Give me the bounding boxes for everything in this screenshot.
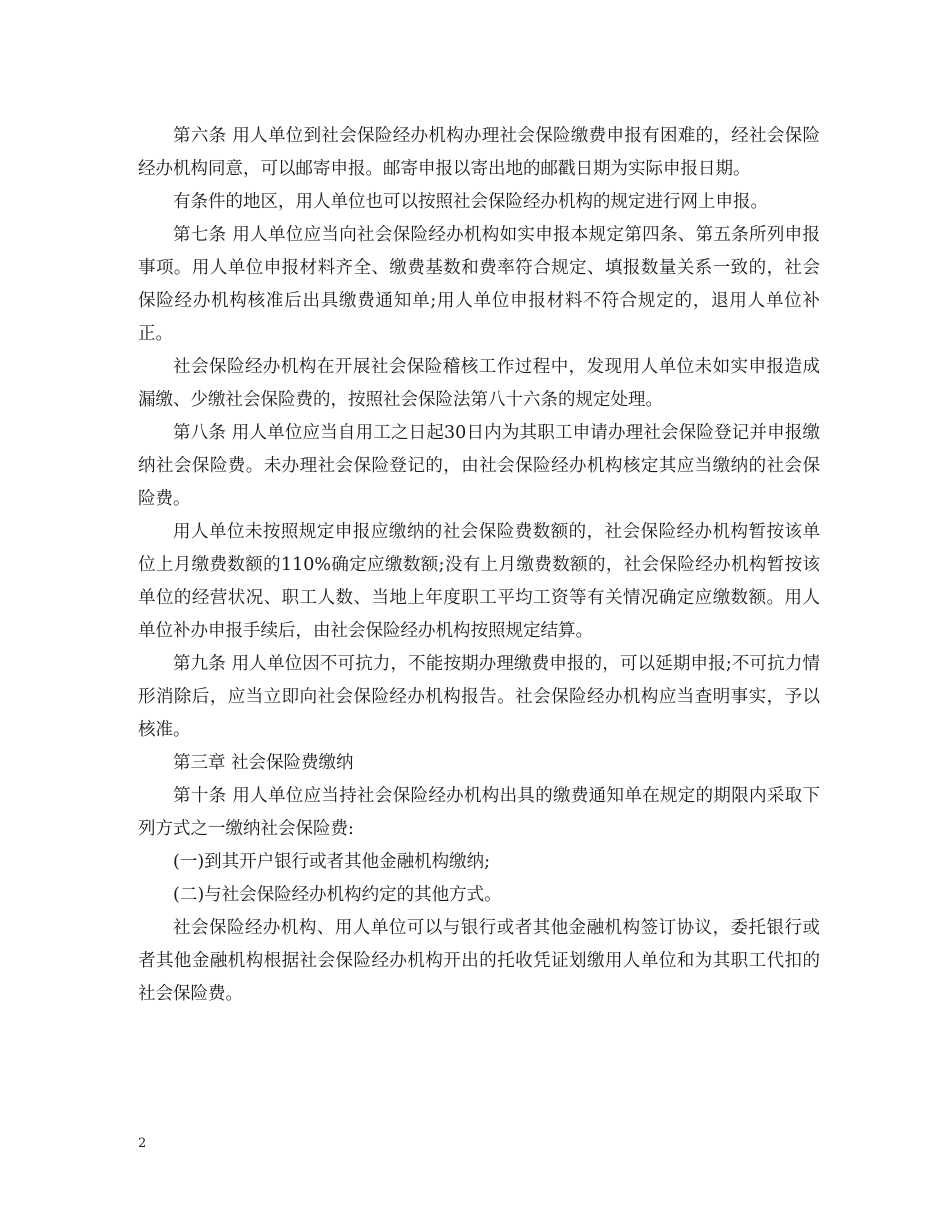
paragraph-bank-agreement: 社会保险经办机构、用人单位可以与银行或者其他金融机构签订协议，委托银行或者其他金融机构根据社会保险经办机构开出的托收凭证划缴用人单位和为其职工代扣的社会保险费。 [138, 918, 820, 1004]
paragraph-provisional-amount: 用人单位未按照规定申报应缴纳的社会保险费数额的，社会保险经办机构暂按该单位上月缴费数额的110%确定应缴数额;没有上月缴费数额的，社会保险经办机构暂按该单位的经营状况、职工人数、当地上年度职工平均工资等有关情况确定应缴数额。用人单位补办申报手续后，由社会保险经办机构按照规定结算。 [138, 522, 820, 641]
list-item-2: (二)与社会保险经办机构约定的其他方式。 [173, 885, 502, 905]
paragraph-article-6: 第六条 用人单位到社会保险经办机构办理社会保险缴费申报有困难的，经社会保险经办机构同意，可以邮寄申报。邮寄申报以寄出地的邮戳日期为实际申报日期。 [138, 126, 820, 179]
list-item-1: (一)到其开户银行或者其他金融机构缴纳; [173, 852, 491, 872]
paragraph-article-9: 第九条 用人单位因不可抗力，不能按期办理缴费申报的，可以延期申报;不可抗力情形消除后，应当立即向社会保险经办机构报告。社会保险经办机构应当查明事实，予以核准。 [138, 654, 820, 740]
paragraph-audit-handling: 社会保险经办机构在开展社会保险稽核工作过程中，发现用人单位未如实申报造成漏缴、少缴社会保险费的，按照社会保险法第八十六条的规定处理。 [138, 357, 820, 410]
chapter-heading: 第三章 社会保险费缴纳 [173, 753, 354, 773]
paragraph-online-declaration: 有条件的地区，用人单位也可以按照社会保险经办机构的规定进行网上申报。 [173, 192, 768, 212]
document-body [138, 120, 820, 1011]
paragraph-article-8: 第八条 用人单位应当自用工之日起30日内为其职工申请办理社会保险登记并申报缴纳社会保险费。未办理社会保险登记的，由社会保险经办机构核定其应当缴纳的社会保险费。 [138, 423, 820, 509]
page-number: 2 [138, 1136, 147, 1151]
paragraph-article-7: 第七条 用人单位应当向社会保险经办机构如实申报本规定第四条、第五条所列申报事项。用人单位申报材料齐全、缴费基数和费率符合规定、填报数量关系一致的，社会保险经办机构核准后出具缴费通知单;用人单位申报材料不符合规定的，退用人单位补正。 [138, 225, 820, 344]
paragraph-article-10: 第十条 用人单位应当持社会保险经办机构出具的缴费通知单在规定的期限内采取下列方式之一缴纳社会保险费: [138, 786, 820, 839]
